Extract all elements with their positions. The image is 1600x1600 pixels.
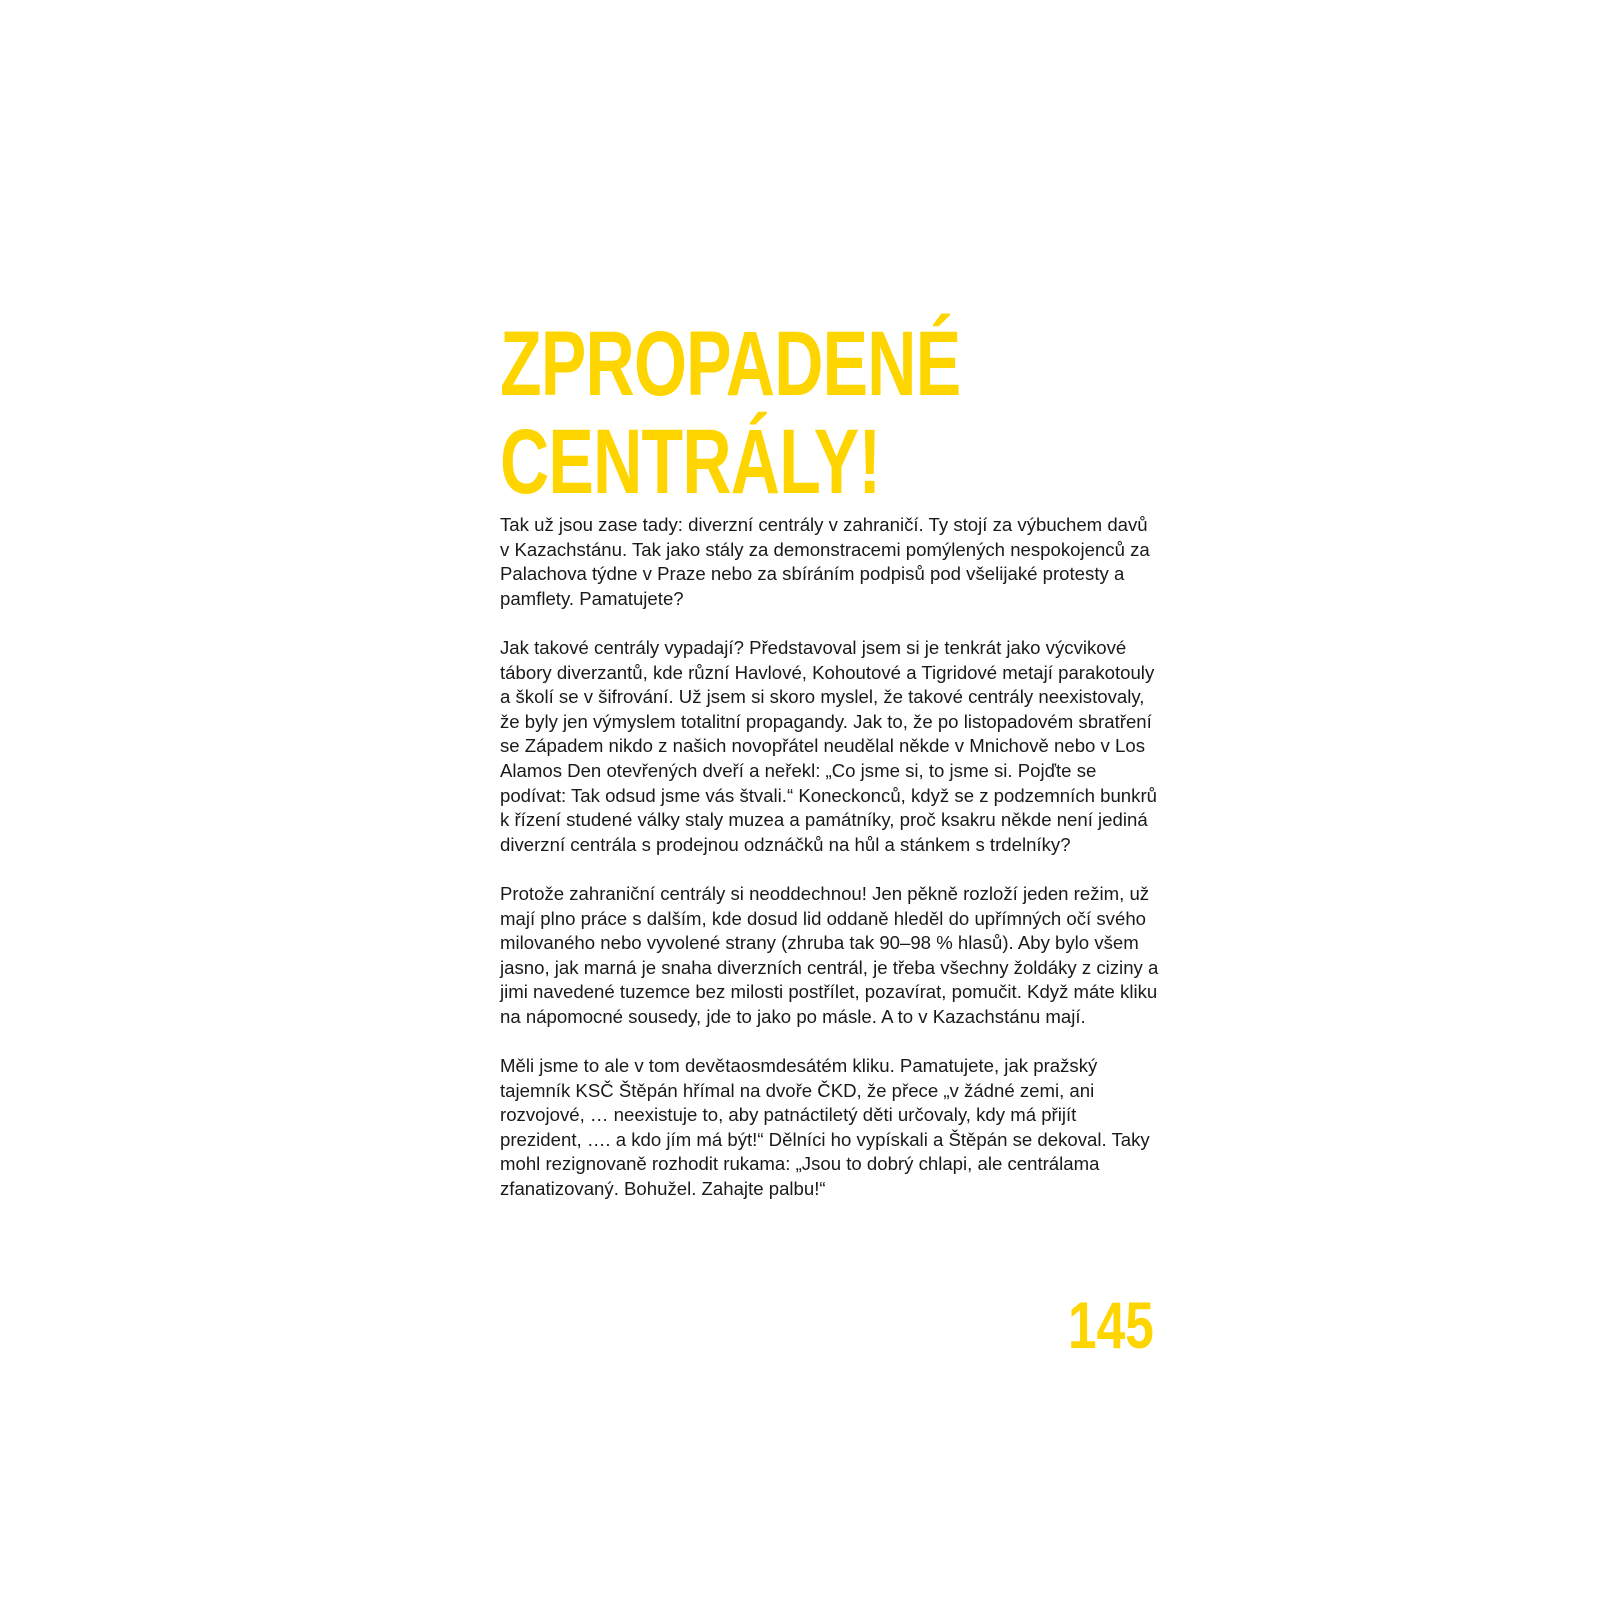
article-body [500,513,1160,1226]
paragraph-2: Jak takové centrály vypadají? Představoval jsem si je tenkrát jako výcvikové tábory diverzantů, kde různí Havlové, Kohoutové a Tigridové metají parakotouly a školí se v šifrování. Už jsem si skoro myslel, že takové centrály neexistovaly, že byly jen výmyslem totalitní propagandy. Jak to, že po listopadovém sbratření se Západem nikdo z našich novopřátel neudělal někde v Mnichově nebo v Los Alamos Den otevřených dveří a neřekl: „Co jsme si, to jsme si. Pojďte se podívat: Tak odsud jsme vás štvali.“ Koneckonců, když se z podzemních bunkrů k řízení studené války staly muzea a památníky, proč ksakru někde není jediná diverzní centrála s prodejnou odznáčků na hůl a stánkem s trdelníky? [500,636,1157,855]
paragraph-3: Protože zahraniční centrály si neoddechnou! Jen pěkně rozloží jeden režim, už mají plno práce s dalším, kde dosud lid oddaně hleděl do upřímných očí svého milovaného nebo vyvolené strany (zhruba tak 90–98 % hlasů). Aby bylo všem jasno, jak marná je snaha diverzních centrál, je třeba všechny žoldáky z ciziny a jimi navedené tuzemce bez milosti postřílet, pozavírat, pomučit. Když máte kliku na nápomocné sousedy, jde to jako po másle. A to v Kazachstánu mají. [500,882,1159,1027]
article-title [500,315,974,511]
paragraph-1: Tak už jsou zase tady: diverzní centrály v zahraničí. Ty stojí za výbuchem davů v Kazachstánu. Tak jako stály za demonstracemi pomýlených nespokojenců za Palachova týdne v Praze nebo za sbíráním podpisů pod všelijaké protesty a pamflety. Pamatujete? [500,514,1150,609]
paragraph-4: Měli jsme to ale v tom devětaosmdesátém kliku. Pamatujete, jak pražský tajemník KSČ Štěpán hřímal na dvoře ČKD, že přece „v žádné zemi, ani rozvojové, … neexistuje to, aby patnáctiletý děti určovaly, kdy má přijít prezident, …. a kdo jím má být!“ Dělníci ho vypískali a Štěpán se dekoval. Taky mohl rezignovaně rozhodit rukama: „Jsou to dobrý chlapi, ale centrálama zfanatizovaný. Bohužel. Zahajte palbu!“ [500,1055,1150,1200]
article-title-line-1: ZPROPADENÉ [500,313,961,415]
page-number: 145 [1068,1288,1154,1362]
article-title-line-2: CENTRÁLY! [500,411,881,513]
